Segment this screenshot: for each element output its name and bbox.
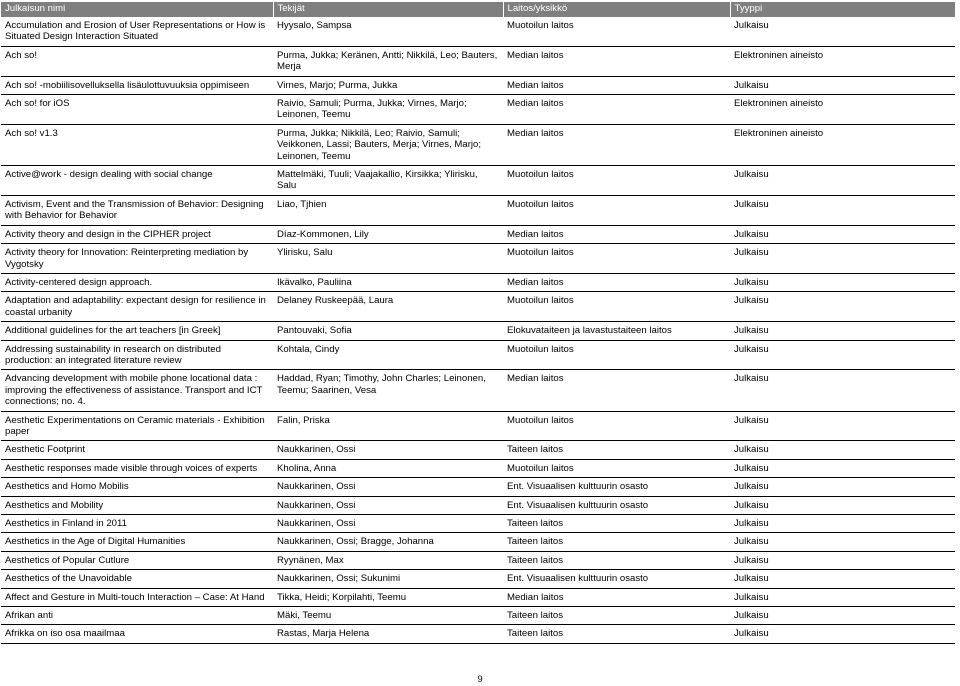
cell-title: Additional guidelines for the art teachers [in Greek] <box>1 322 273 340</box>
cell-type: Elektroninen aineisto <box>730 124 955 165</box>
cell-type: Julkaisu <box>730 441 955 459</box>
cell-type: Julkaisu <box>730 17 955 46</box>
page-number: 9 <box>477 674 483 685</box>
cell-department: Muotoilun laitos <box>503 17 730 46</box>
cell-type: Julkaisu <box>730 340 955 370</box>
table-row <box>1 124 955 165</box>
table-row <box>1 292 955 322</box>
table-row <box>1 370 955 411</box>
cell-title: Ach so! v1.3 <box>1 124 273 165</box>
cell-title: Adaptation and adaptability: expectant design for resilience in coastal urbanity <box>1 292 273 322</box>
cell-type: Julkaisu <box>730 166 955 196</box>
cell-title: Aesthetics in the Age of Digital Humanities <box>1 533 273 551</box>
cell-type: Elektroninen aineisto <box>730 46 955 76</box>
cell-department: Ent. Visuaalisen kulttuurin osasto <box>503 478 730 496</box>
cell-department: Median laitos <box>503 370 730 411</box>
cell-department: Ent. Visuaalisen kulttuurin osasto <box>503 496 730 514</box>
cell-department: Muotoilun laitos <box>503 195 730 225</box>
table-row <box>1 17 955 46</box>
table-row <box>1 459 955 477</box>
header-department: Laitos/yksikkö <box>503 2 730 17</box>
cell-authors: Kohtala, Cindy <box>273 340 503 370</box>
cell-department: Median laitos <box>503 273 730 291</box>
table-row <box>1 340 955 370</box>
cell-department: Ent. Visuaalisen kulttuurin osasto <box>503 570 730 588</box>
header-title: Julkaisun nimi <box>1 2 273 17</box>
cell-department: Muotoilun laitos <box>503 292 730 322</box>
table-row <box>1 570 955 588</box>
cell-authors: Virnes, Marjo; Purma, Jukka <box>273 76 503 94</box>
cell-authors: Mäki, Teemu <box>273 607 503 625</box>
cell-title: Ach so! -mobiilisovelluksella lisäulottuvuuksia oppimiseen <box>1 76 273 94</box>
cell-type: Julkaisu <box>730 273 955 291</box>
table-row <box>1 95 955 125</box>
table-row <box>1 225 955 243</box>
cell-authors: Purma, Jukka; Nikkilä, Leo; Raivio, Samuli; Veikkonen, Lassi; Bauters, Merja; Virnes, Marjo; Leinonen, Teemu <box>273 124 503 165</box>
table-row <box>1 607 955 625</box>
cell-authors: Naukkarinen, Ossi <box>273 515 503 533</box>
table-row <box>1 625 955 643</box>
header-type: Tyyppi <box>730 2 955 17</box>
cell-authors: Naukkarinen, Ossi; Sukunimi <box>273 570 503 588</box>
cell-title: Aesthetics in Finland in 2011 <box>1 515 273 533</box>
cell-authors: Díaz-Kommonen, Lily <box>273 225 503 243</box>
cell-type: Julkaisu <box>730 195 955 225</box>
table-row <box>1 322 955 340</box>
cell-authors: Naukkarinen, Ossi <box>273 478 503 496</box>
cell-title: Affect and Gesture in Multi-touch Interaction – Case: At Hand <box>1 588 273 606</box>
cell-type: Julkaisu <box>730 551 955 569</box>
table-row <box>1 496 955 514</box>
cell-title: Activism, Event and the Transmission of Behavior: Designing with Behavior for Behavior <box>1 195 273 225</box>
cell-type: Julkaisu <box>730 625 955 643</box>
cell-type: Julkaisu <box>730 515 955 533</box>
table-header-row <box>1 2 955 17</box>
cell-type: Julkaisu <box>730 459 955 477</box>
cell-authors: Rastas, Marja Helena <box>273 625 503 643</box>
table-row <box>1 46 955 76</box>
cell-title: Active@work - design dealing with social change <box>1 166 273 196</box>
cell-type: Julkaisu <box>730 570 955 588</box>
cell-type: Julkaisu <box>730 225 955 243</box>
cell-authors: Delaney Ruskeepää, Laura <box>273 292 503 322</box>
cell-type: Julkaisu <box>730 322 955 340</box>
cell-authors: Kholina, Anna <box>273 459 503 477</box>
cell-title: Aesthetics and Mobility <box>1 496 273 514</box>
cell-authors: Ryynänen, Max <box>273 551 503 569</box>
cell-type: Elektroninen aineisto <box>730 95 955 125</box>
cell-authors: Naukkarinen, Ossi <box>273 441 503 459</box>
cell-type: Julkaisu <box>730 607 955 625</box>
cell-authors: Raivio, Samuli; Purma, Jukka; Virnes, Marjo; Leinonen, Teemu <box>273 95 503 125</box>
cell-title: Addressing sustainability in research on distributed production: an integrated literature review <box>1 340 273 370</box>
table-row <box>1 515 955 533</box>
cell-title: Ach so! <box>1 46 273 76</box>
table-row <box>1 76 955 94</box>
cell-department: Muotoilun laitos <box>503 166 730 196</box>
cell-type: Julkaisu <box>730 478 955 496</box>
cell-authors: Liao, Tjhien <box>273 195 503 225</box>
cell-type: Julkaisu <box>730 533 955 551</box>
cell-department: Muotoilun laitos <box>503 411 730 441</box>
table-body <box>1 17 955 643</box>
cell-department: Median laitos <box>503 225 730 243</box>
cell-department: Muotoilun laitos <box>503 244 730 274</box>
table-row <box>1 533 955 551</box>
cell-type: Julkaisu <box>730 496 955 514</box>
cell-title: Aesthetic Footprint <box>1 441 273 459</box>
header-authors: Tekijät <box>273 2 503 17</box>
table-row <box>1 411 955 441</box>
cell-title: Afrikan anti <box>1 607 273 625</box>
cell-title: Aesthetic Experimentations on Ceramic materials - Exhibition paper <box>1 411 273 441</box>
cell-department: Taiteen laitos <box>503 607 730 625</box>
cell-authors: Falin, Priska <box>273 411 503 441</box>
cell-authors: Naukkarinen, Ossi; Bragge, Johanna <box>273 533 503 551</box>
cell-type: Julkaisu <box>730 244 955 274</box>
cell-type: Julkaisu <box>730 411 955 441</box>
cell-title: Activity theory for Innovation: Reinterpreting mediation by Vygotsky <box>1 244 273 274</box>
cell-department: Elokuvataiteen ja lavastustaiteen laitos <box>503 322 730 340</box>
cell-title: Activity-centered design approach. <box>1 273 273 291</box>
cell-department: Muotoilun laitos <box>503 340 730 370</box>
cell-authors: Pantouvaki, Sofia <box>273 322 503 340</box>
table-row <box>1 273 955 291</box>
cell-type: Julkaisu <box>730 292 955 322</box>
cell-department: Median laitos <box>503 124 730 165</box>
cell-authors: Tikka, Heidi; Korpilahti, Teemu <box>273 588 503 606</box>
table-row <box>1 588 955 606</box>
cell-department: Taiteen laitos <box>503 533 730 551</box>
cell-title: Aesthetics of Popular Cutlure <box>1 551 273 569</box>
cell-title: Afrikka on iso osa maailmaa <box>1 625 273 643</box>
table-row <box>1 244 955 274</box>
cell-type: Julkaisu <box>730 588 955 606</box>
table-row <box>1 195 955 225</box>
cell-type: Julkaisu <box>730 76 955 94</box>
cell-department: Median laitos <box>503 588 730 606</box>
publication-table <box>1 2 956 644</box>
cell-department: Taiteen laitos <box>503 441 730 459</box>
cell-department: Median laitos <box>503 76 730 94</box>
cell-type: Julkaisu <box>730 370 955 411</box>
table-row <box>1 478 955 496</box>
table-row <box>1 166 955 196</box>
cell-title: Aesthetics and Homo Mobilis <box>1 478 273 496</box>
cell-authors: Haddad, Ryan; Timothy, John Charles; Leinonen, Teemu; Saarinen, Vesa <box>273 370 503 411</box>
cell-department: Taiteen laitos <box>503 625 730 643</box>
cell-title: Aesthetics of the Unavoidable <box>1 570 273 588</box>
cell-title: Ach so! for iOS <box>1 95 273 125</box>
cell-department: Taiteen laitos <box>503 551 730 569</box>
cell-title: Accumulation and Erosion of User Representations or How is Situated Design Interaction Situated <box>1 17 273 46</box>
table-row <box>1 551 955 569</box>
cell-title: Advancing development with mobile phone locational data : improving the effectiveness of assistance. Transport and ICT connections; no. 4. <box>1 370 273 411</box>
cell-title: Aesthetic responses made visible through voices of experts <box>1 459 273 477</box>
cell-authors: Naukkarinen, Ossi <box>273 496 503 514</box>
cell-department: Taiteen laitos <box>503 515 730 533</box>
cell-authors: Mattelmäki, Tuuli; Vaajakallio, Kirsikka; Ylirisku, Salu <box>273 166 503 196</box>
cell-title: Activity theory and design in the CIPHER project <box>1 225 273 243</box>
table-row <box>1 441 955 459</box>
cell-authors: Ylirisku, Salu <box>273 244 503 274</box>
cell-authors: Purma, Jukka; Keränen, Antti; Nikkilä, Leo; Bauters, Merja <box>273 46 503 76</box>
cell-authors: Ikävalko, Pauliina <box>273 273 503 291</box>
cell-department: Median laitos <box>503 46 730 76</box>
cell-department: Muotoilun laitos <box>503 459 730 477</box>
cell-authors: Hyysalo, Sampsa <box>273 17 503 46</box>
cell-department: Median laitos <box>503 95 730 125</box>
